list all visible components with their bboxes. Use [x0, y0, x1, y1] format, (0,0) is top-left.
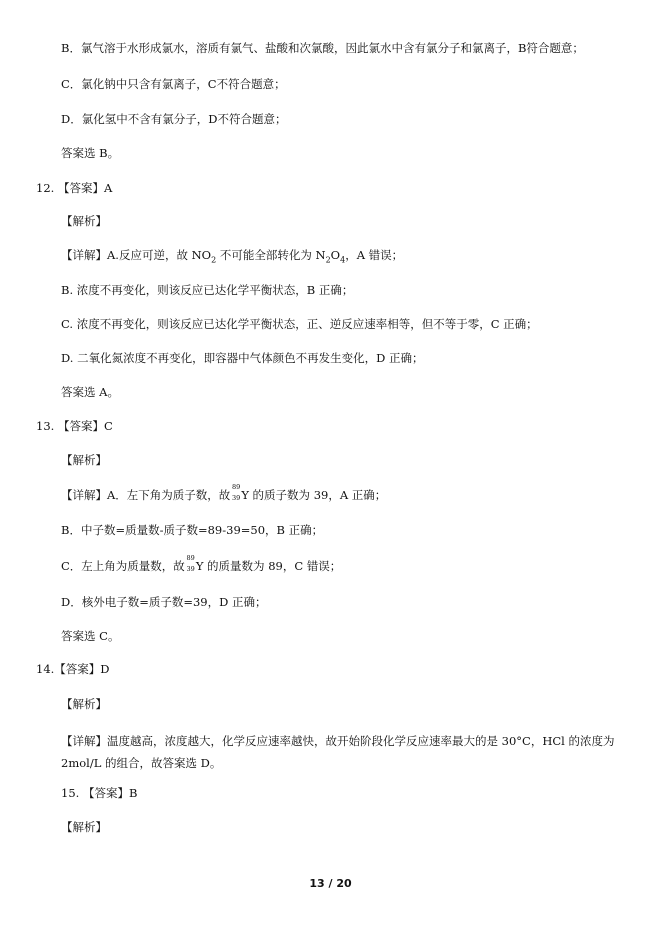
q13-a-post: 的质子数为 39，A 正确；: [248, 488, 387, 502]
q13-answer-line: 答案选 C。: [61, 629, 120, 643]
element-symbol: Y: [195, 559, 204, 573]
q12-answer-line: 答案选 A。: [61, 385, 119, 399]
q12-option-d: D. 二氧化氮浓度不再变化，即容器中气体颜色不再发生变化，D 正确；: [61, 351, 424, 365]
q12-answer-heading: 12. 【答案】A: [36, 181, 113, 195]
q12-detail-a: [61, 247, 403, 268]
q12-detail-mid: 不可能全部转化为 N: [216, 248, 326, 262]
q13-detail-a: [61, 483, 387, 503]
q14-analysis-label: 【解析】: [61, 697, 107, 711]
q13-detail-c: [61, 554, 342, 574]
q12-analysis-label: 【解析】: [61, 214, 107, 228]
isotope-notation: [230, 483, 241, 503]
atomic-number: 39: [232, 494, 241, 502]
answer-line: 答案选 B。: [61, 146, 120, 160]
q13-option-d: D．核外电子数=质子数=39，D 正确；: [61, 595, 267, 609]
q12-detail-post: ，A 错误；: [345, 248, 404, 262]
q15-answer-heading: 15. 【答案】B: [61, 786, 138, 800]
option-d-text: D．氯化氢中不含有氯分子，D不符合题意；: [61, 112, 287, 126]
option-b-text: B．氯气溶于水形成氯水，溶质有氯气、盐酸和次氯酸，因此氯水中含有氯分子和氯离子，B符合题意；: [61, 41, 584, 55]
no2-subscript: 2: [211, 255, 217, 265]
q12-option-b: B. 浓度不再变化，则该反应已达化学平衡状态，B 正确；: [61, 283, 354, 297]
q14-detail: 【详解】温度越高，浓度越大，化学反应速率越快，故开始阶段化学反应速率最大的是 30°C，HCl 的浓度为 2mol/L 的组合，故答案选 D。: [61, 734, 615, 770]
page-number: 13 / 20: [309, 877, 352, 890]
atomic-number: 39: [186, 565, 195, 573]
mass-number: 89: [232, 483, 241, 491]
q13-a-pre: 【详解】A．左下角为质子数，故: [61, 488, 231, 502]
q12-option-c: C. 浓度不再变化，则该反应已达化学平衡状态，正、逆反应速率相等，但不等于零，C 正确；: [61, 317, 538, 331]
q14-answer-heading: 14.【答案】D: [36, 662, 110, 676]
n2o4-n-subscript: 2: [325, 255, 331, 265]
n2o4-o-subscript: 4: [340, 255, 346, 265]
q13-analysis-label: 【解析】: [61, 453, 107, 467]
q13-option-b: B．中子数=质量数-质子数=89-39=50，B 正确；: [61, 523, 324, 537]
mass-number: 89: [186, 554, 195, 562]
isotope-notation: [185, 554, 196, 574]
q12-detail-pre: 【详解】A.反应可逆，故 NO: [61, 248, 212, 262]
q12-detail-o: O: [330, 248, 341, 262]
option-c-text: C．氯化钠中只含有氯离子，C不符合题意；: [61, 77, 286, 91]
q13-c-pre: C．左上角为质量数，故: [61, 559, 185, 573]
q13-answer-heading: 13. 【答案】C: [36, 419, 113, 433]
q15-analysis-label: 【解析】: [61, 820, 107, 834]
element-symbol: Y: [241, 488, 249, 502]
q13-c-post: 的质量数为 89，C 错误；: [203, 559, 342, 573]
